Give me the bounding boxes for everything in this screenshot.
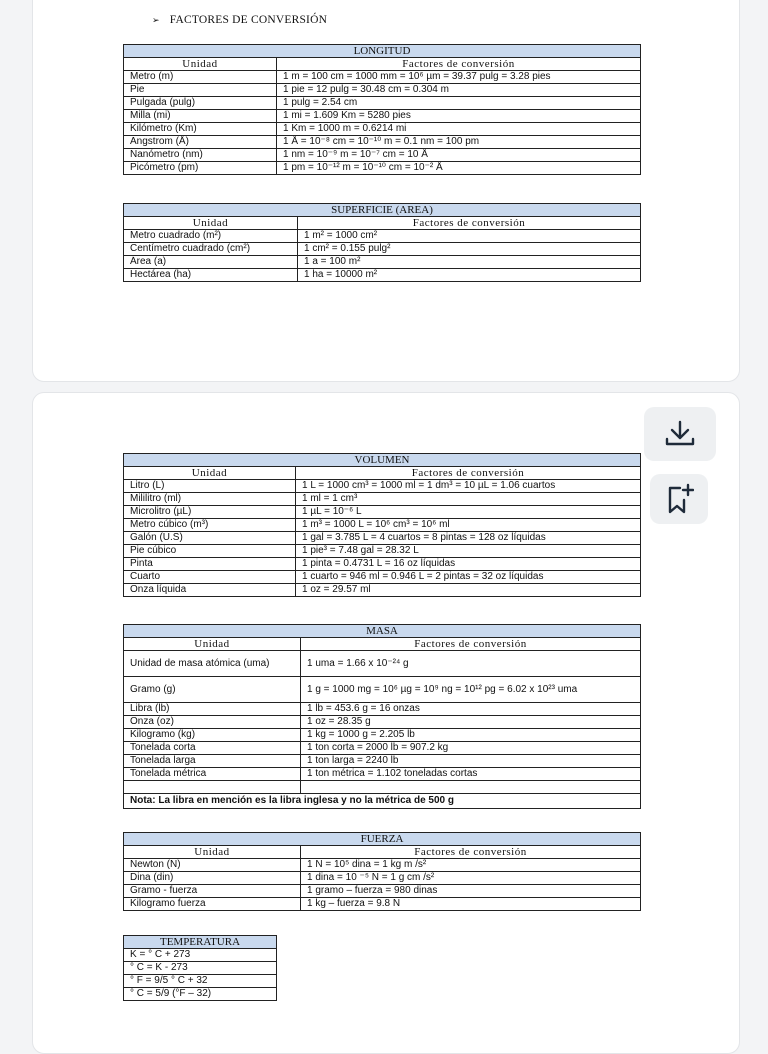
fuerza-table (123, 832, 641, 911)
factor-cell: 1 oz = 29.57 ml (296, 584, 641, 597)
table-title: LONGITUD (124, 45, 641, 58)
table-row (124, 110, 641, 123)
table-title: FUERZA (124, 833, 641, 846)
table-title: TEMPERATURA (124, 936, 277, 949)
factor-cell: 1 cm² = 0.155 pulg² (298, 243, 641, 256)
table-row (124, 898, 641, 911)
unit-cell: Kilogramo fuerza (124, 898, 301, 911)
unit-cell: Pinta (124, 558, 296, 571)
table-row (124, 677, 641, 703)
table-row (124, 123, 641, 136)
factor-cell: 1 N = 10⁵ dina = 1 kg m /s² (301, 859, 641, 872)
temperatura-table (123, 935, 277, 1001)
column-header-factor: Factores de conversión (301, 638, 641, 651)
table-title: VOLUMEN (124, 454, 641, 467)
factor-cell: 1 g = 1000 mg = 10⁶ µg = 10⁹ ng = 10¹² pg = 6.02 x 10²³ uma (301, 677, 641, 703)
table-row (124, 703, 641, 716)
table-row (124, 97, 641, 110)
arrow-bullet-icon: ➢ (152, 15, 160, 25)
factor-cell: 1 pinta = 0.4731 L = 16 oz líquidas (296, 558, 641, 571)
unit-cell: Centímetro cuadrado (cm²) (124, 243, 298, 256)
volumen-table (123, 453, 641, 597)
factor-cell: 1 dina = 10 ⁻⁵ N = 1 g cm /s² (301, 872, 641, 885)
formula-cell: ° C = 5/9 (°F – 32) (124, 988, 277, 1001)
table-row (124, 493, 641, 506)
table-row (124, 506, 641, 519)
table-row (124, 962, 277, 975)
superficie-table (123, 203, 641, 282)
add-bookmark-button[interactable] (650, 474, 708, 524)
bookmark-add-icon (664, 483, 694, 515)
table-row (124, 149, 641, 162)
unit-cell: Galón (U.S) (124, 532, 296, 545)
download-button[interactable] (644, 407, 716, 461)
column-header-unit: Unidad (124, 217, 298, 230)
factor-cell: 1 mi = 1.609 Km = 5280 pies (277, 110, 641, 123)
unit-cell: Tonelada corta (124, 742, 301, 755)
unit-cell: Onza líquida (124, 584, 296, 597)
factor-cell: 1 L = 1000 cm³ = 1000 ml = 1 dm³ = 10 µL = 1.06 cuartos (296, 480, 641, 493)
unit-cell: Kilogramo (kg) (124, 729, 301, 742)
unit-cell: Microlitro (µL) (124, 506, 296, 519)
table-row (124, 230, 641, 243)
factor-cell: 1 Km = 1000 m = 0.6214 mi (277, 123, 641, 136)
factor-cell: 1 µL = 10⁻⁶ L (296, 506, 641, 519)
formula-cell: ° F = 9/5 ° C + 32 (124, 975, 277, 988)
unit-cell: Tonelada métrica (124, 768, 301, 781)
blank-cell (124, 781, 301, 794)
table-row (124, 975, 277, 988)
unit-cell: Angstrom (Å) (124, 136, 277, 149)
formula-cell: K = ° C + 273 (124, 949, 277, 962)
column-header-unit: Unidad (124, 846, 301, 859)
longitud-table (123, 44, 641, 175)
factor-cell: 1 lb = 453.6 g = 16 onzas (301, 703, 641, 716)
table-row (124, 885, 641, 898)
unit-cell: Litro (L) (124, 480, 296, 493)
factor-cell: 1 nm = 10⁻⁹ m = 10⁻⁷ cm = 10 Å (277, 149, 641, 162)
table-row (124, 716, 641, 729)
factor-cell: 1 cuarto = 946 ml = 0.946 L = 2 pintas = 32 oz líquidas (296, 571, 641, 584)
table-row (124, 256, 641, 269)
factor-cell: 1 gal = 3.785 L = 4 cuartos = 8 pintas = 128 oz líquidas (296, 532, 641, 545)
table-row (124, 768, 641, 781)
factor-cell: 1 ton corta = 2000 lb = 907.2 kg (301, 742, 641, 755)
table-row (124, 519, 641, 532)
blank-cell (301, 781, 641, 794)
unit-cell: Gramo - fuerza (124, 885, 301, 898)
table-row (124, 71, 641, 84)
table-row (124, 269, 641, 282)
factor-cell: 1 ha = 10000 m² (298, 269, 641, 282)
unit-cell: Picómetro (pm) (124, 162, 277, 175)
unit-cell: Tonelada larga (124, 755, 301, 768)
factor-cell: 1 kg = 1000 g = 2.205 lb (301, 729, 641, 742)
section-heading (152, 14, 327, 26)
factor-cell: 1 Å = 10⁻⁸ cm = 10⁻¹⁰ m = 0.1 nm = 100 pm (277, 136, 641, 149)
unit-cell: Metro cuadrado (m²) (124, 230, 298, 243)
section-heading-text: FACTORES DE CONVERSIÓN (169, 14, 328, 26)
unit-cell: Cuarto (124, 571, 296, 584)
column-header-factor: Factores de conversión (298, 217, 641, 230)
table-row (124, 651, 641, 677)
download-icon (663, 419, 697, 449)
column-header-unit: Unidad (124, 58, 277, 71)
table-row (124, 949, 277, 962)
unit-cell: Newton (N) (124, 859, 301, 872)
factor-cell: 1 oz = 28.35 g (301, 716, 641, 729)
column-header-factor: Factores de conversión (301, 846, 641, 859)
factor-cell: 1 ton larga = 2240 lb (301, 755, 641, 768)
factor-cell: 1 pulg = 2.54 cm (277, 97, 641, 110)
column-header-factor: Factores de conversión (296, 467, 641, 480)
column-header-unit: Unidad (124, 467, 296, 480)
unit-cell: Metro cúbico (m³) (124, 519, 296, 532)
table-row (124, 558, 641, 571)
unit-cell: Área (a) (124, 256, 298, 269)
table-title: MASA (124, 625, 641, 638)
table-row (124, 988, 277, 1001)
table-row (124, 859, 641, 872)
table-row (124, 545, 641, 558)
factor-cell: 1 ml = 1 cm³ (296, 493, 641, 506)
table-row (124, 480, 641, 493)
unit-cell: Onza (oz) (124, 716, 301, 729)
factor-cell: 1 pie = 12 pulg = 30.48 cm = 0.304 m (277, 84, 641, 97)
unit-cell: Pulgada (pulg) (124, 97, 277, 110)
factor-cell: 1 m = 100 cm = 1000 mm = 10⁶ µm = 39.37 pulg = 3.28 pies (277, 71, 641, 84)
table-row (124, 755, 641, 768)
factor-cell: 1 m³ = 1000 L = 10⁶ cm³ = 10⁶ ml (296, 519, 641, 532)
unit-cell: Nanómetro (nm) (124, 149, 277, 162)
unit-cell: Unidad de masa atómica (uma) (124, 651, 301, 677)
table-row (124, 584, 641, 597)
unit-cell: Milla (mi) (124, 110, 277, 123)
factor-cell: 1 uma = 1.66 x 10⁻²⁴ g (301, 651, 641, 677)
unit-cell: Libra (lb) (124, 703, 301, 716)
table-row (124, 136, 641, 149)
factor-cell: 1 ton métrica = 1.102 toneladas cortas (301, 768, 641, 781)
factor-cell: 1 a = 100 m² (298, 256, 641, 269)
unit-cell: Metro (m) (124, 71, 277, 84)
unit-cell: Kilómetro (Km) (124, 123, 277, 136)
table-row (124, 729, 641, 742)
unit-cell: Gramo (g) (124, 677, 301, 703)
factor-cell: 1 pie³ = 7.48 gal = 28.32 L (296, 545, 641, 558)
table-title: SUPERFICIE (AREA) (124, 204, 641, 217)
table-row (124, 532, 641, 545)
factor-cell: 1 kg – fuerza = 9.8 N (301, 898, 641, 911)
masa-table (123, 624, 641, 809)
table-row (124, 84, 641, 97)
column-header-factor: Factores de conversión (277, 58, 641, 71)
table-row (124, 742, 641, 755)
table-row (124, 872, 641, 885)
unit-cell: Dina (din) (124, 872, 301, 885)
formula-cell: ° C = K - 273 (124, 962, 277, 975)
factor-cell: 1 m² = 1000 cm² (298, 230, 641, 243)
table-row (124, 571, 641, 584)
table-row (124, 243, 641, 256)
table-row (124, 162, 641, 175)
unit-cell: Mililitro (ml) (124, 493, 296, 506)
column-header-unit: Unidad (124, 638, 301, 651)
unit-cell: Pie (124, 84, 277, 97)
factor-cell: 1 gramo – fuerza = 980 dinas (301, 885, 641, 898)
unit-cell: Hectárea (ha) (124, 269, 298, 282)
factor-cell: 1 pm = 10⁻¹² m = 10⁻¹⁰ cm = 10⁻² Å (277, 162, 641, 175)
masa-note: Nota: La libra en mención es la libra inglesa y no la métrica de 500 g (124, 794, 641, 809)
unit-cell: Pie cúbico (124, 545, 296, 558)
